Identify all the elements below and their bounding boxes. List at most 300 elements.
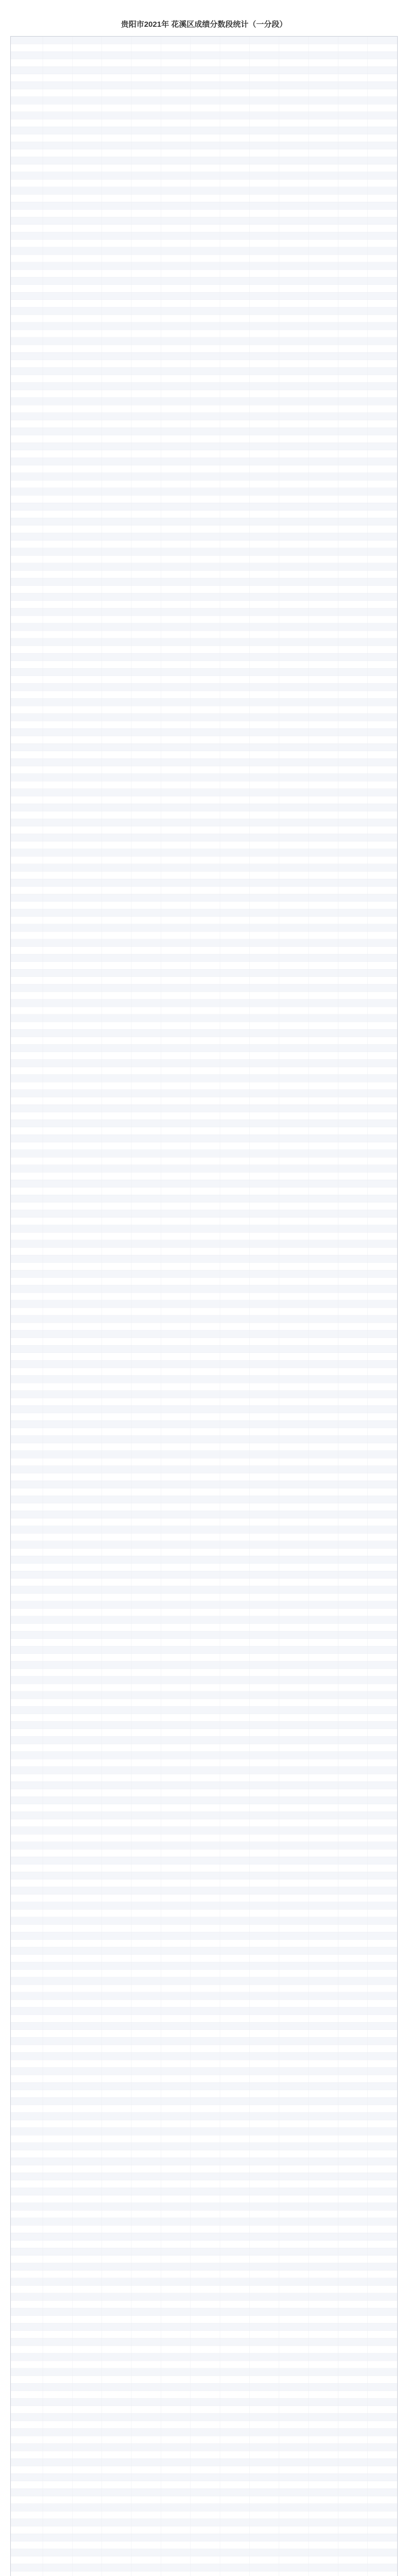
table-row	[11, 127, 397, 134]
table-row	[11, 571, 397, 579]
table-row	[11, 743, 397, 751]
table-row	[11, 1232, 397, 1240]
table-row	[11, 179, 397, 187]
table-row	[11, 2398, 397, 2406]
table-row	[11, 37, 397, 44]
table-row	[11, 1594, 397, 1601]
table-row	[11, 1022, 397, 1030]
table-row	[11, 2436, 397, 2444]
table-row	[11, 1782, 397, 1789]
table-row	[11, 1270, 397, 1278]
table-row	[11, 1872, 397, 1879]
table-row	[11, 1714, 397, 1722]
table-row	[11, 1105, 397, 1112]
table-row	[11, 1202, 397, 1210]
table-row	[11, 1173, 397, 1180]
table-row	[11, 1436, 397, 1444]
table-row	[11, 1985, 397, 1992]
table-row	[11, 352, 397, 360]
table-row	[11, 232, 397, 240]
table-row	[11, 2188, 397, 2196]
table-row	[11, 1112, 397, 1120]
table-row	[11, 2053, 397, 2060]
table-row	[11, 270, 397, 278]
table-row	[11, 2030, 397, 2038]
table-row	[11, 1353, 397, 1361]
table-row	[11, 856, 397, 864]
table-row	[11, 1097, 397, 1105]
table-row	[11, 337, 397, 345]
table-row	[11, 2060, 397, 2067]
table-row	[11, 240, 397, 247]
table-row	[11, 1044, 397, 1052]
table-row	[11, 2556, 397, 2564]
table-row	[11, 638, 397, 646]
table-row	[11, 781, 397, 789]
table-row	[11, 887, 397, 894]
table-row	[11, 2541, 397, 2549]
table-row	[11, 202, 397, 210]
table-row	[11, 2128, 397, 2136]
table-row	[11, 1925, 397, 1933]
table-row	[11, 2308, 397, 2316]
table-row	[11, 1466, 397, 1473]
table-row	[11, 465, 397, 473]
table-row	[11, 1541, 397, 1549]
table-row	[11, 66, 397, 74]
table-row	[11, 1662, 397, 1669]
table-row	[11, 804, 397, 811]
table-row	[11, 308, 397, 315]
table-row	[11, 1691, 397, 1699]
table-row	[11, 2278, 397, 2286]
table-row	[11, 1865, 397, 1872]
table-row	[11, 420, 397, 428]
table-row	[11, 2038, 397, 2045]
table-row	[11, 1188, 397, 1195]
table-row	[11, 1579, 397, 1586]
table-row	[11, 435, 397, 443]
table-row	[11, 555, 397, 563]
table-row	[11, 1646, 397, 1654]
table-row	[11, 2368, 397, 2376]
table-row	[11, 601, 397, 608]
table-row	[11, 1955, 397, 1962]
table-row	[11, 2481, 397, 2489]
table-row	[11, 1376, 397, 1383]
table-row	[11, 2301, 397, 2309]
table-row	[11, 164, 397, 172]
table-row	[11, 691, 397, 699]
table-row	[11, 1571, 397, 1579]
table-row	[11, 1308, 397, 1315]
table-row	[11, 112, 397, 120]
table-row	[11, 1496, 397, 1503]
table-row	[11, 586, 397, 594]
table-row	[11, 2451, 397, 2459]
table-row	[11, 1774, 397, 1782]
table-row	[11, 841, 397, 849]
table-row	[11, 1142, 397, 1150]
table-row	[11, 1413, 397, 1421]
table-row	[11, 285, 397, 293]
table-row	[11, 1029, 397, 1037]
table-row	[11, 954, 397, 962]
table-row	[11, 2338, 397, 2346]
table-row	[11, 2045, 397, 2053]
table-row	[11, 1699, 397, 1707]
table-row	[11, 2210, 397, 2218]
table-row	[11, 766, 397, 774]
table-row	[11, 1744, 397, 1752]
table-row	[11, 1977, 397, 1985]
table-row	[11, 1157, 397, 1165]
table-row	[11, 247, 397, 255]
table-row	[11, 2459, 397, 2466]
table-row	[11, 751, 397, 759]
table-row	[11, 819, 397, 826]
table-row	[11, 2000, 397, 2008]
table-row	[11, 931, 397, 939]
table-row	[11, 1014, 397, 1022]
table-row	[11, 1345, 397, 1353]
table-row	[11, 1503, 397, 1511]
table-row	[11, 1812, 397, 1820]
table-row	[11, 1481, 397, 1488]
table-row	[11, 2233, 397, 2241]
table-row	[11, 503, 397, 511]
table-row	[11, 1909, 397, 1917]
table-row	[11, 2489, 397, 2497]
table-row	[11, 1180, 397, 1188]
table-row	[11, 1135, 397, 1143]
table-row	[11, 796, 397, 804]
table-row	[11, 721, 397, 729]
table-row	[11, 2120, 397, 2128]
table-row	[11, 849, 397, 857]
table-row	[11, 2361, 397, 2368]
table-row	[11, 1127, 397, 1135]
table-row	[11, 134, 397, 142]
table-row	[11, 225, 397, 232]
table-row	[11, 383, 397, 391]
table-row	[11, 1752, 397, 1759]
table-row	[11, 74, 397, 82]
table-row	[11, 917, 397, 924]
table-row	[11, 1240, 397, 1248]
table-row	[11, 872, 397, 879]
table-row	[11, 511, 397, 518]
table-row	[11, 2248, 397, 2256]
table-row	[11, 2090, 397, 2098]
table-row	[11, 1556, 397, 1564]
table-row	[11, 2180, 397, 2188]
page-title: 贵阳市2021年 花溪区成绩分数段统计（一分段）	[121, 20, 287, 29]
table-row	[11, 2346, 397, 2353]
table-row	[11, 2496, 397, 2504]
table-row	[11, 2504, 397, 2512]
table-row	[11, 1060, 397, 1067]
table-row	[11, 1737, 397, 1744]
table-row	[11, 2466, 397, 2474]
table-row	[11, 2218, 397, 2226]
table-row	[11, 1323, 397, 1331]
table-row	[11, 2067, 397, 2075]
table-row	[11, 563, 397, 571]
table-row	[11, 2414, 397, 2421]
table-row	[11, 1631, 397, 1639]
table-row	[11, 2391, 397, 2399]
table-row	[11, 1278, 397, 1285]
table-row	[11, 1037, 397, 1045]
table-row	[11, 1405, 397, 1413]
table-row	[11, 413, 397, 420]
table-row	[11, 834, 397, 842]
table-row	[11, 1263, 397, 1270]
table-row	[11, 187, 397, 195]
table-row	[11, 1391, 397, 1398]
table-row	[11, 120, 397, 127]
table-row	[11, 864, 397, 872]
table-row	[11, 443, 397, 450]
table-row	[11, 2075, 397, 2083]
table-row	[11, 1383, 397, 1391]
table-row	[11, 360, 397, 368]
table-row	[11, 1518, 397, 1526]
table-row	[11, 653, 397, 661]
table-row	[11, 428, 397, 435]
table-row	[11, 1850, 397, 1857]
table-row	[11, 646, 397, 654]
table-row	[11, 1834, 397, 1842]
table-row	[11, 1601, 397, 1609]
table-row	[11, 1315, 397, 1323]
table-row	[11, 1248, 397, 1256]
table-row	[11, 2331, 397, 2338]
table-row	[11, 1217, 397, 1225]
table-row	[11, 661, 397, 669]
table-row	[11, 939, 397, 947]
table-row	[11, 1887, 397, 1895]
table-row	[11, 1007, 397, 1014]
table-row	[11, 1458, 397, 1466]
table-row	[11, 1970, 397, 1977]
table-row	[11, 1608, 397, 1616]
table-row	[11, 1526, 397, 1534]
table-row	[11, 1300, 397, 1308]
table-row	[11, 999, 397, 1007]
table-row	[11, 1767, 397, 1774]
table-row	[11, 1894, 397, 1902]
table-row	[11, 631, 397, 638]
table-row	[11, 1564, 397, 1571]
table-row	[11, 947, 397, 955]
table-row	[11, 1857, 397, 1865]
table-row	[11, 1729, 397, 1737]
table-row	[11, 1082, 397, 1090]
table-row	[11, 1639, 397, 1647]
table-row	[11, 2444, 397, 2451]
table-row	[11, 367, 397, 375]
table-row	[11, 1721, 397, 1729]
table-row	[11, 985, 397, 992]
table-row	[11, 1293, 397, 1300]
table-row	[11, 2203, 397, 2211]
table-row	[11, 1842, 397, 1850]
table-row	[11, 323, 397, 330]
table-row	[11, 1368, 397, 1376]
table-row	[11, 1654, 397, 1662]
table-row	[11, 2383, 397, 2391]
table-row	[11, 217, 397, 225]
table-row	[11, 1940, 397, 1947]
table-row	[11, 1150, 397, 1158]
table-row	[11, 811, 397, 819]
table-row	[11, 1616, 397, 1624]
table-row	[11, 1879, 397, 1887]
table-row	[11, 1398, 397, 1406]
table-row	[11, 699, 397, 706]
table-row	[11, 2173, 397, 2180]
table-row	[11, 759, 397, 767]
table-row	[11, 1255, 397, 1263]
table-row	[11, 1759, 397, 1767]
table-row	[11, 526, 397, 533]
table-row	[11, 909, 397, 917]
table-row	[11, 1797, 397, 1804]
table-row	[11, 1804, 397, 1812]
table-row	[11, 1443, 397, 1451]
table-row	[11, 104, 397, 112]
table-row	[11, 2421, 397, 2429]
table-row	[11, 714, 397, 721]
table-row	[11, 1195, 397, 1202]
table-row	[11, 1947, 397, 1955]
table-row	[11, 2519, 397, 2527]
table-row	[11, 2511, 397, 2519]
table-row	[11, 1902, 397, 1910]
table-row	[11, 977, 397, 985]
table-row	[11, 684, 397, 691]
table-row	[11, 2007, 397, 2015]
table-row	[11, 1706, 397, 1714]
table-row	[11, 2135, 397, 2143]
table-row	[11, 195, 397, 202]
table-row	[11, 1586, 397, 1594]
table-row	[11, 2256, 397, 2263]
table-row	[11, 2376, 397, 2384]
table-row	[11, 676, 397, 684]
table-row	[11, 2549, 397, 2556]
table-row	[11, 1669, 397, 1676]
table-row	[11, 1120, 397, 1127]
table-row	[11, 82, 397, 90]
table-row	[11, 405, 397, 413]
table-row	[11, 450, 397, 458]
table-row	[11, 398, 397, 405]
table-row	[11, 2226, 397, 2233]
table-grid	[11, 37, 397, 2576]
table-row	[11, 1361, 397, 1368]
table-row	[11, 540, 397, 548]
table-row	[11, 1533, 397, 1541]
table-row	[11, 902, 397, 909]
table-row	[11, 255, 397, 262]
table-row	[11, 1992, 397, 2000]
table-row	[11, 473, 397, 481]
table-row	[11, 623, 397, 631]
table-row	[11, 879, 397, 887]
table-row	[11, 142, 397, 149]
table-row	[11, 578, 397, 586]
table-row	[11, 962, 397, 970]
table-row	[11, 1075, 397, 1082]
table-row	[11, 2571, 397, 2576]
table-row	[11, 172, 397, 180]
table-row	[11, 1676, 397, 1684]
table-row	[11, 1165, 397, 1173]
table-row	[11, 89, 397, 97]
table-row	[11, 1225, 397, 1233]
table-row	[11, 1789, 397, 1797]
table-row	[11, 2353, 397, 2361]
table-row	[11, 2473, 397, 2481]
table-row	[11, 1549, 397, 1556]
table-row	[11, 1090, 397, 1097]
table-row	[11, 1624, 397, 1632]
table-row	[11, 300, 397, 308]
table-row	[11, 210, 397, 217]
table-row	[11, 1917, 397, 1925]
table-row	[11, 2082, 397, 2090]
table-row	[11, 1210, 397, 1218]
table-row	[11, 2165, 397, 2173]
table-row	[11, 1451, 397, 1459]
table-row	[11, 480, 397, 488]
table-row	[11, 2113, 397, 2121]
table-row	[11, 277, 397, 285]
table-row	[11, 2195, 397, 2203]
table-row	[11, 1511, 397, 1519]
table-row	[11, 52, 397, 59]
table-row	[11, 2429, 397, 2436]
table-row	[11, 668, 397, 676]
table-row	[11, 533, 397, 541]
table-row	[11, 1420, 397, 1428]
table-row	[11, 1684, 397, 1691]
table-row	[11, 2564, 397, 2572]
table-row	[11, 315, 397, 323]
table-row	[11, 706, 397, 714]
table-row	[11, 1285, 397, 1293]
table-row	[11, 1067, 397, 1075]
table-row	[11, 345, 397, 353]
table-row	[11, 2022, 397, 2030]
table-row	[11, 2105, 397, 2113]
table-row	[11, 2263, 397, 2271]
table-row	[11, 1330, 397, 1338]
table-row	[11, 2406, 397, 2414]
table-row	[11, 2285, 397, 2293]
table-row	[11, 2241, 397, 2248]
table-row	[11, 1338, 397, 1346]
table-row	[11, 375, 397, 383]
table-row	[11, 616, 397, 623]
table-row	[11, 262, 397, 270]
table-row	[11, 1473, 397, 1481]
table-row	[11, 789, 397, 796]
table-row	[11, 44, 397, 52]
